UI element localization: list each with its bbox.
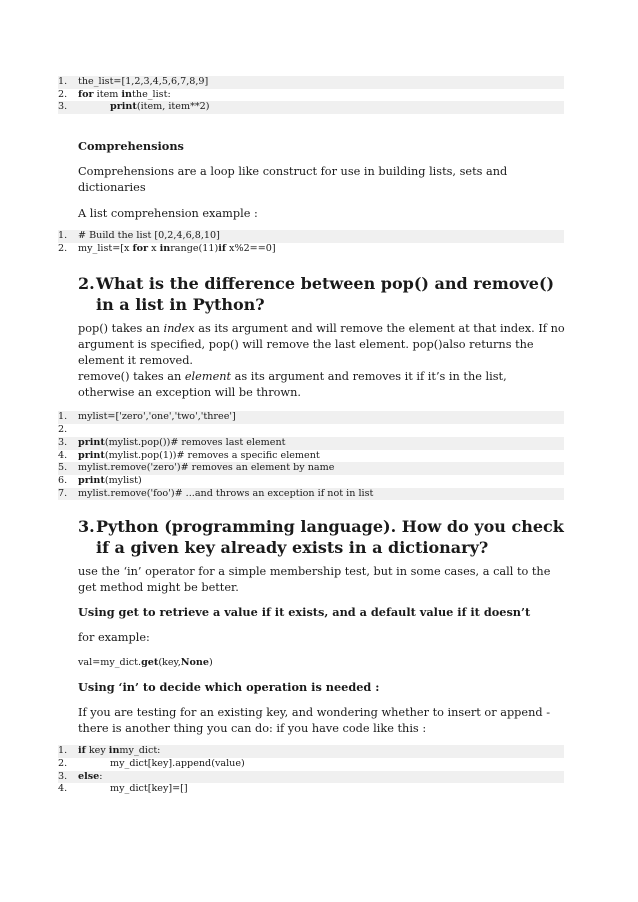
code-line: [58, 437, 564, 450]
text-run: (key,: [158, 657, 181, 669]
text-run: my_dict[key]=[]: [110, 783, 188, 795]
text-run: pop() takes an: [78, 322, 164, 336]
code-keyword: for: [78, 88, 94, 100]
question-3-heading: [78, 516, 566, 558]
remove-explanation: [78, 369, 566, 401]
line-number: 1.: [58, 230, 68, 242]
text-run: val=my_dict.: [78, 657, 142, 669]
insert-append-explanation: If you are testing for an existing key, and wondering whether to insert or append - there is another thing you can do: if you have code like this :: [78, 706, 551, 736]
text-run: key: [85, 745, 109, 757]
text-run: my_dict:: [119, 745, 161, 757]
line-number: 4.: [58, 783, 68, 795]
emphasis-text: element: [184, 370, 232, 384]
line-number: 3.: [58, 436, 68, 448]
code-text: [78, 783, 188, 796]
text-run: the_list=[1,2,3,4,5,6,7,8,9]: [78, 76, 209, 87]
code-line: [58, 424, 564, 437]
text-run: the_list:: [132, 88, 171, 100]
code-block-key-check: [58, 745, 564, 796]
text-run: my_list=[x: [78, 242, 133, 254]
pop-explanation: [78, 321, 566, 369]
comprehensions-heading: Comprehensions: [78, 139, 184, 154]
code-keyword: print: [110, 101, 137, 113]
text-run: range(11): [170, 242, 219, 254]
page-content: [58, 70, 566, 796]
text-run: (mylist.pop(1))# removes a specific element: [104, 449, 320, 461]
code-keyword: if: [78, 745, 86, 757]
code-keyword: if: [218, 242, 226, 254]
line-number: 1.: [58, 745, 68, 757]
code-keyword: else: [78, 770, 100, 782]
emphasis-text: index: [163, 322, 195, 336]
code-text: [78, 411, 236, 424]
code-line: [58, 771, 564, 784]
code-line: [58, 230, 564, 243]
code-text: [78, 450, 320, 463]
line-number: 1.: [58, 76, 68, 87]
code-keyword: print: [78, 449, 105, 461]
code-text: [78, 475, 142, 488]
code-text: [78, 437, 285, 450]
code-line: [58, 475, 564, 488]
text-run: (mylist): [104, 474, 142, 486]
question-2-heading: [78, 273, 566, 315]
text-run: x%2==0]: [226, 242, 276, 254]
code-keyword: in: [121, 88, 133, 100]
line-number: 2.: [58, 424, 68, 436]
text-run: (mylist.pop())# removes last element: [104, 436, 286, 448]
code-text: [78, 89, 171, 102]
code-block-list-comprehension: [58, 230, 564, 255]
question-3-title: Python (programming language). How do you check if a given key already exists in a dictionary?: [96, 517, 564, 558]
code-text: [78, 771, 103, 784]
line-number: 7.: [58, 487, 68, 499]
line-number: 5.: [58, 462, 68, 474]
for-example-label: for example:: [78, 631, 150, 645]
in-operator-heading: Using ‘in’ to decide which operation is needed :: [78, 680, 380, 695]
code-text: [78, 488, 373, 501]
text-run: ): [209, 657, 213, 669]
code-line: [58, 411, 564, 424]
code-text: [78, 101, 210, 114]
code-line: [58, 783, 564, 796]
question-2-title: What is the difference between pop() and remove() in a list in Python?: [96, 274, 555, 315]
in-operator-explanation: use the ‘in’ operator for a simple membership test, but in some cases, a call to the get method might be better.: [78, 565, 551, 595]
code-text: [78, 745, 160, 758]
code-keyword: for: [132, 242, 149, 254]
code-line: [58, 89, 564, 102]
code-text: [78, 243, 276, 256]
text-run: as its argument and removes it if it’s in the list, otherwise an exception will be thrown.: [78, 370, 507, 400]
text-run: (item, item**2): [136, 101, 210, 113]
question-3-number: 3.: [78, 517, 95, 537]
text-run: # Build the list [0,2,4,6,8,10]: [78, 230, 220, 242]
question-2-number: 2.: [78, 274, 95, 294]
line-number: 2.: [58, 88, 68, 100]
code-line: [58, 243, 564, 256]
text-run: remove() takes an: [78, 370, 185, 384]
get-example-code: [78, 656, 566, 669]
code-block-pop-remove: [58, 411, 564, 500]
code-line: [58, 462, 564, 475]
text-run: mylist.remove('foo')# ...and throws an exception if not in list: [78, 487, 374, 499]
text-run: item: [93, 88, 122, 100]
code-text: [78, 758, 245, 771]
line-number: 2.: [58, 757, 68, 769]
code-text: [78, 230, 220, 243]
code-line: [58, 101, 564, 114]
text-run: as its argument and will remove the element at that index. If no argument is specified, pop() will remove the last element. pop()also returns the element it removed.: [78, 322, 565, 368]
code-keyword: in: [159, 242, 171, 254]
code-keyword: print: [78, 436, 105, 448]
text-run: mylist=['zero','one','two','three']: [78, 411, 236, 423]
line-number: 3.: [58, 101, 68, 113]
line-number: 2.: [58, 242, 68, 254]
code-keyword: print: [78, 474, 105, 486]
code-text: [78, 462, 334, 475]
code-block-loop: [58, 76, 564, 114]
code-keyword: in: [108, 745, 120, 757]
code-keyword: get: [141, 657, 159, 669]
code-line: [58, 745, 564, 758]
text-run: mylist.remove('zero')# removes an element by name: [78, 462, 335, 474]
code-line: [58, 450, 564, 463]
code-line: [58, 488, 564, 501]
line-number: 1.: [58, 411, 68, 423]
text-run: :: [99, 770, 103, 782]
comprehensions-text: Comprehensions are a loop like construct for use in building lists, sets and dictionaries: [78, 165, 508, 195]
code-line: [58, 758, 564, 771]
text-run: my_dict[key].append(value): [110, 757, 245, 769]
text-run: x: [148, 242, 160, 254]
get-method-heading: Using get to retrieve a value if it exists, and a default value if it doesn’t: [78, 605, 531, 620]
line-number: 3.: [58, 770, 68, 782]
code-text: [78, 76, 208, 89]
line-number: 6.: [58, 474, 68, 486]
line-number: 4.: [58, 449, 68, 461]
code-keyword: None: [180, 657, 209, 669]
list-comprehension-intro: A list comprehension example :: [78, 207, 258, 221]
code-line: [58, 76, 564, 89]
